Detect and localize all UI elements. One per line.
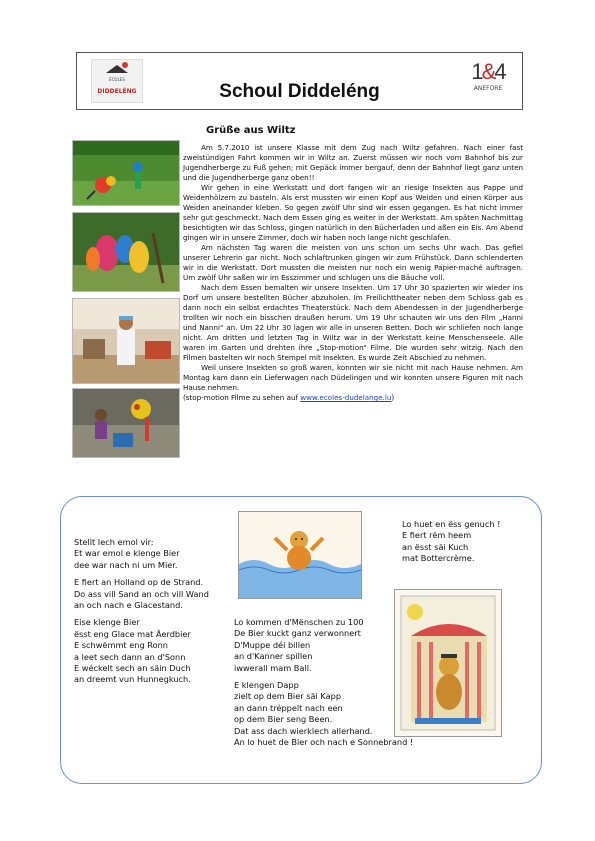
logo-line1: ÉCOLES xyxy=(109,77,125,82)
source-link[interactable]: www.ecoles-dudelange.lu xyxy=(300,393,392,402)
poem-line: Lo kommen d'Mënschen zu 100 xyxy=(234,617,364,627)
anefore-logo-number: 1&4 xyxy=(471,59,505,84)
poem-line: De Bier kuckt ganz verwonnert xyxy=(234,628,361,639)
poem-column-1 xyxy=(74,537,209,692)
poem-line: Dat ass dach wierklech allerhand. xyxy=(234,725,373,736)
poem-line: E klengen Dapp xyxy=(234,680,299,691)
poem-line: zielt op dem Bier säi Kapp xyxy=(234,691,342,702)
article-source-suffix: ) xyxy=(391,393,395,402)
poem-stanza xyxy=(74,577,209,611)
article-source-prefix: (stop-motion Filme zu sehen auf xyxy=(183,393,301,402)
poem-line: An lo huet de Bier och nach e Sonnebrand ! xyxy=(234,737,414,748)
page-header xyxy=(76,52,523,110)
page-title: Schoul Diddeléng xyxy=(219,81,380,102)
poem-stanza xyxy=(234,680,413,748)
photo-girl-workshop xyxy=(72,298,180,384)
article-source xyxy=(183,393,523,403)
drawing-bear-in-sea xyxy=(238,511,362,599)
poem-line: a leet sech dann an d'Sonn xyxy=(74,651,186,662)
logo-line2: DIDDELÉNG xyxy=(97,88,137,95)
poem-line: E schwëmmt eng Ronn xyxy=(74,640,168,651)
poem-line: an d'Kanner spillen xyxy=(234,651,313,662)
article-paragraph: Am 5.7.2010 ist unsere Klasse mit dem Zug nach Wiltz gefahren. Nach einer fast zweistündigen Fahrt kommen wir in Wiltz an. Zuerst müssen wir noch vom Bahnhof bis zur Jugendherberge zu Fuß gehen; mit Gepäck immer bergauf, denn der Bahnhof liegt ganz unten und die Jugendherberge ganz oben!! xyxy=(183,143,523,182)
anefore-logo-label: ANEFORE xyxy=(473,85,503,92)
article-body xyxy=(183,143,523,403)
logo-dot-icon xyxy=(122,62,128,68)
article-paragraph: Weil unsere Insekten so groß waren, konnten wir sie nicht mit nach Hause nehmen. Am Montag kam dann ein Lieferwagen nach Düdelingen und wir konnten unsere Figuren mit nach Hause nehmen. xyxy=(183,363,523,392)
article-heading: Grüße aus Wiltz xyxy=(206,125,296,136)
poem-line: ësst eng Glace mat Äerdbier xyxy=(74,628,191,639)
poem-line: Lo huet en ëss genuch ! xyxy=(402,519,501,529)
poem-column-3 xyxy=(402,519,500,571)
poem-line: Eise klenge Bier xyxy=(74,617,140,628)
poem-line: D'Muppe déi billen xyxy=(234,639,311,650)
article-paragraph: Am nächsten Tag waren die meisten von uns schon um sechs Uhr wach. Das gefiel unserer Lehrerin gar nicht. Noch schlaftrunken gingen wir zum Frühstück. Dann schlenderten wir in die Werkstatt. Dort mussten die meisten nur noch ein wenig Papier-maché auftragen. Um zwölf Uhr saßen wir im Esszimmer und schlugen uns die Bäuche voll. xyxy=(183,243,523,282)
poem-stanza xyxy=(402,519,500,565)
photo-child-painting xyxy=(72,388,180,458)
poem-line: Stellt Iech emol vir: xyxy=(74,537,154,547)
article-paragraph: Wir gehen in eine Werkstatt und dort fangen wir an riesige Insekten aus Pappe und Weidenhölzern zu basteln. Als erst mussten wir einen Kopf aus Weiden und einen Körper aus Weiden aneinander kleben. So gegen zwölf Uhr sind wir essen gegangen. Es hat nicht immer sehr gut geschmeckt. Nach dem Essen ging es weiter in der Werkstatt. Am späten Nachmittag besichtigten wir das Schloss, gingen natürlich in den Bücherladen und aßen ein Eis. Am Abend gingen wir in unsere Zimmer, doch wir haben noch lange nicht geschlafen. xyxy=(183,183,523,242)
photo-insect-sculptures xyxy=(72,212,180,292)
poem-line: Et war emol e klenge Bier xyxy=(74,548,180,559)
poem-line: E wéckelt sech an säin Duch xyxy=(74,663,191,674)
poem-line: dee war nach ni um Mier. xyxy=(74,559,178,570)
poem-stanza xyxy=(74,537,209,571)
photo-insect-garden xyxy=(72,140,180,206)
poem-column-2 xyxy=(234,617,413,754)
article-paragraph: Nach dem Essen bemalten wir unsere Insekten. Um 17 Uhr 30 spazierten wir wieder ins Dorf um unsere bestellten Bücher abzuholen. Im Freilichttheater neben dem Schloss gab es dann noch ein selbst erdachtes Theaterstück. Nach dem Abendessen in der Jugendherberge trollten wir noch ein bisschen draußen herum. Um 19 Uhr schauten wir uns den Film „Hanni und Nanni“ an. Um 22 Uhr 30 lagen wir alle in unseren Betten. Doch wir schliefen noch lange nicht. Am dritten und letzten Tag in Wiltz war in der Werkstatt keine Menschenseele. Alle waren im Garten und drehten ihre „Stop-motion“ Filme. Die wurden sehr witzig. Nach den Filmen bastelten wir noch Stempel mit Insekten. Es wurde Zeit Abschied zu nehmen. xyxy=(183,283,523,362)
poem-stanza xyxy=(74,617,209,685)
poem-line: Do ass vill Sand an och vill Wand xyxy=(74,588,209,599)
drawing-bear-in-tent xyxy=(394,589,502,737)
poem-line: an och nach e Glacestand. xyxy=(74,600,183,611)
poem-line: an dreemt vun Hunnegkuch. xyxy=(74,674,191,685)
anefore-logo xyxy=(468,61,508,101)
poem-line: iwwerall mam Ball. xyxy=(234,662,312,673)
poem-line: E fiert rëm heem xyxy=(402,530,472,541)
poem-stanza xyxy=(234,617,413,674)
poem-line: an dann tréppelt nach een xyxy=(234,702,343,713)
poem-line: E fiert an Holland op de Strand. xyxy=(74,577,204,588)
poem-line: op dem Bier seng Been. xyxy=(234,714,333,725)
poem-line: mat Bottercrème. xyxy=(402,553,475,564)
poem-line: an ësst säi Kuch xyxy=(402,541,469,552)
